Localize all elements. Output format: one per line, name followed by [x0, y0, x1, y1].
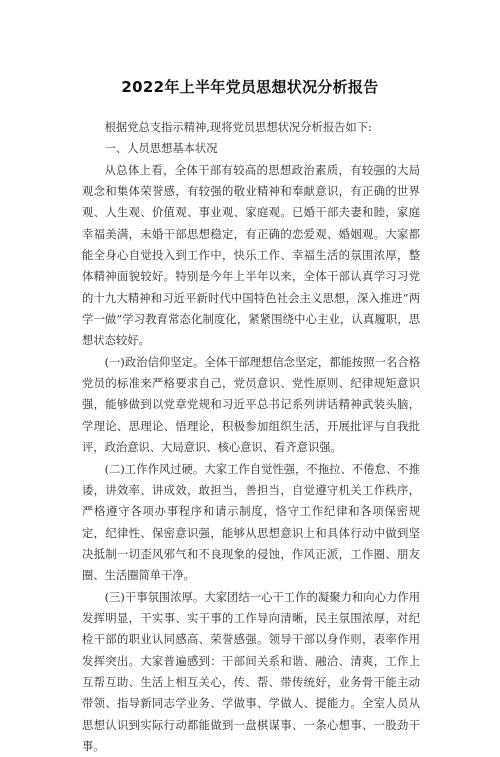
- overview-paragraph: 从总体上看，全体干部有较高的思想政治素质，有较强的大局观念和集体荣誉感，有较强的敬业精神和奉献意识，有正确的世界观、人生观、价值观、事业观、家庭观。已婚干部夫妻和睦，家庭幸福美满，未婚干部思想稳定，有正确的恋爱观、婚姻观。大家都能全身心自觉投入到工作中，快乐工作、幸福生活的氛围浓厚，整体精神面貌较好。特别是今年上半年以来，全体干部认真学习习党的十九大精神和习近平新时代中国特色社会主义思想，深入推进“两学一做”学习教育常态化制度化，紧紧围绕中心主业，认真履职，思想状态较好。: [82, 163, 420, 348]
- document-body: [82, 117, 420, 757]
- section-heading: 一、人员思想基本状况: [104, 142, 218, 156]
- intro-paragraph: 根据党总支指示精神,现将党员思想状况分析报告如下:: [104, 121, 372, 134]
- work-style-paragraph: (二)工作作风过硬。大家工作自觉性强，不拖拉、不倦怠、不推诿，讲效率、讲成效，敢担当，善担当，自觉遵守机关工作秩序，严格遵守各项办事程序和请示制度，恪守工作纪律和各项保密规定，纪律性、保密意识强，能够从思想意识上和具体行动中做到坚决抵制一切歪风邪气和不良现象的侵蚀，作风正派，工作圈、朋友圈、生活圈简单干净。: [82, 462, 420, 583]
- work-atmosphere-paragraph: (三)干事氛围浓厚。大家团结一心干工作的凝聚力和向心力作用发挥明显，干实事、实干事的工作导向清晰，民主氛围浓厚，对纪检干部的职业认同感高、荣誉感强。领导干部以身作则，表率作用发挥突出。大家普遍感到：干部间关系和谐、融洽、清爽，工作上互帮互助、生活上相互关心，传、帮、带传统好，业务骨干能主动带领、指导新同志学业务、学做事、学做人、提能力。全室人员从思想认识到实际行动都能做到一盘棋谋事、一条心想事、一股劲干事。: [82, 590, 420, 753]
- political-belief-paragraph: (一)政治信仰坚定。全体干部理想信念坚定，都能按照一名合格党员的标准来严格要求自己，党员意识、党性原则、纪律规矩意识强，能够做到以党章党规和习近平总书记系列讲话精神武装头脑，学理论、思理论、悟理论，积极参加组织生活，开展批评与自我批评，政治意识、大局意识、核心意识、看齐意识强。: [82, 355, 420, 455]
- document-title: 2022年上半年党员思想状况分析报告: [121, 78, 379, 96]
